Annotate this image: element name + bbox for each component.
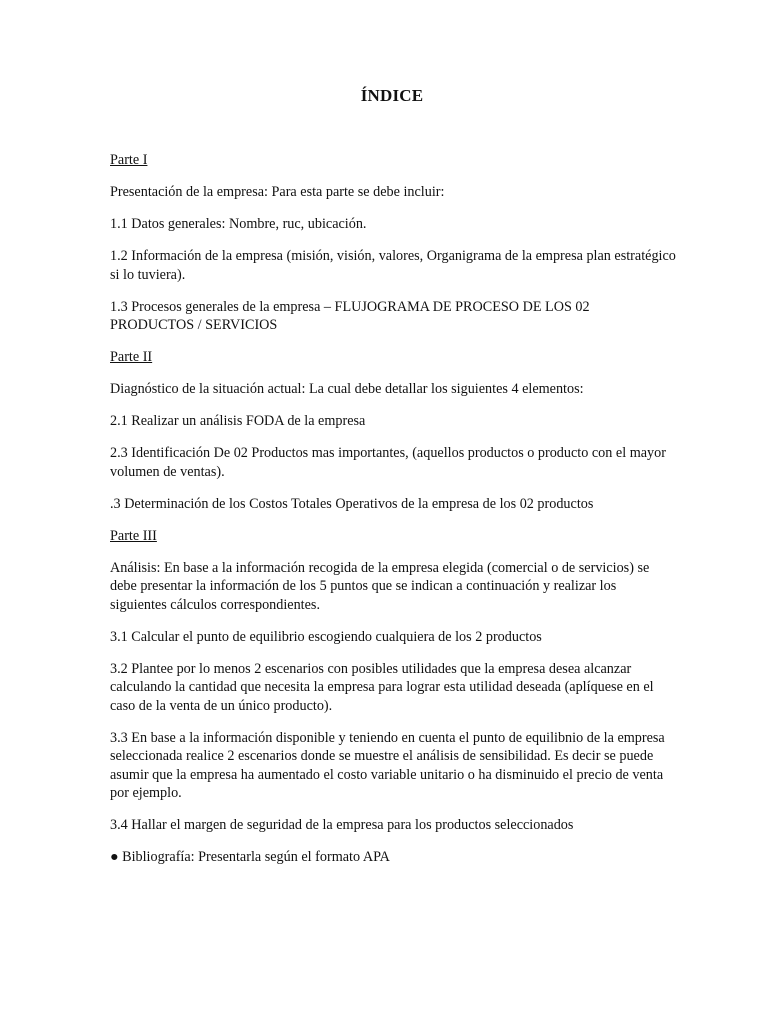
paragraph: Análisis: En base a la información recogida de la empresa elegida (comercial o de servicios) se debe presentar la información de los 5 puntos que se indican a continuación y realizar los siguientes cálculos correspondientes.	[110, 559, 650, 613]
bibliography-bullet: ● Bibliografía: Presentarla según el formato APA	[110, 849, 390, 865]
paragraph: 2.3 Identificación De 02 Productos mas importantes, (aquellos productos o producto con el mayor volumen de ventas).	[110, 445, 666, 480]
section-heading-parte-iii: Parte III	[110, 527, 157, 544]
paragraph: Diagnóstico de la situación actual: La cual debe detallar los siguientes 4 elementos:	[110, 381, 584, 397]
page-title: ÍNDICE	[360, 86, 424, 105]
paragraph: 3.2 Plantee por lo menos 2 escenarios con posibles utilidades que la empresa desea alcanzar calculando la cantidad que necesita la empresa para lograr esta utilidad deseada (aplíquese en el caso de la venta de un único producto).	[110, 660, 654, 714]
paragraph: 3.1 Calcular el punto de equilibrio escogiendo cualquiera de los 2 productos	[110, 628, 542, 645]
section-heading-parte-i: Parte I	[110, 152, 148, 168]
paragraph: 2.1 Realizar un análisis FODA de la empresa	[110, 413, 366, 429]
paragraph: Presentación de la empresa: Para esta parte se debe incluir:	[110, 184, 445, 200]
paragraph: 3.3 En base a la información disponible y teniendo en cuenta el punto de equilibnio de la empresa seleccionada realice 2 escenarios donde se muestre el análisis de sensibilidad. Es decir se puede asumir que la empresa ha aumentado el costo variable unitario o ha disminuido el precio de venta por ejemplo.	[110, 729, 665, 801]
paragraph: .3 Determinación de los Costos Totales Operativos de la empresa de los 02 productos	[110, 495, 594, 512]
paragraph: 1.1 Datos generales: Nombre, ruc, ubicación.	[110, 216, 367, 232]
section-heading-parte-ii: Parte II	[110, 349, 153, 365]
paragraph: 3.4 Hallar el margen de seguridad de la empresa para los productos seleccionados	[110, 817, 574, 833]
document-body	[110, 151, 676, 880]
paragraph: 1.2 Información de la empresa (misión, visión, valores, Organigrama de la empresa plan estratégico si lo tuviera).	[110, 248, 676, 283]
paragraph: 1.3 Procesos generales de la empresa – FLUJOGRAMA DE PROCESO DE LOS 02 PRODUCTOS / SERVICIOS	[110, 298, 590, 333]
